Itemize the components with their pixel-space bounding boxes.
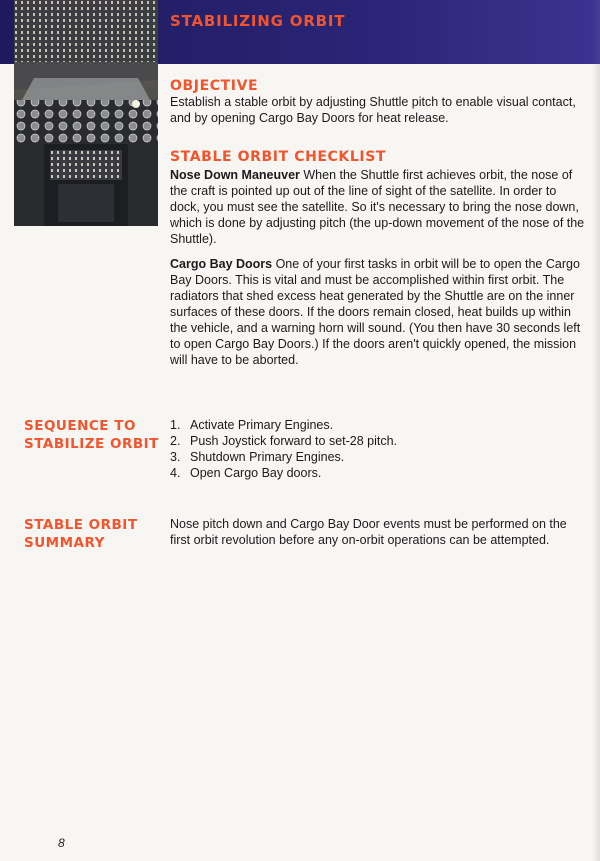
- step-number: 4.: [170, 466, 181, 480]
- step-text: Open Cargo Bay doors.: [190, 466, 322, 480]
- checklist-item-text: When the Shuttle first achieves orbit, the nose of the craft is pointed up out of the line of sight of the satellite. In order to dock, you must see the satellite. So it's necessary to bring the nose down, which is done by adjusting pitch (the up-down movement of the nose of the Shuttle).: [170, 168, 585, 246]
- summary-text: Nose pitch down and Cargo Bay Door events must be performed on the first orbit revolution before any on-orbit operations can be attempted.: [170, 517, 567, 547]
- summary-heading: STABLE ORBIT SUMMARY: [24, 517, 138, 551]
- checklist-item-text: One of your first tasks in orbit will be to open the Cargo Bay Doors. This is vital and must be accomplished within first orbit. The radiators that shed excess heat generated by the Shuttle are on the inner surfaces of these doors. If the doors remain closed, heat builds up within the vehicle, and a warning horn will sound. (You then have 30 seconds left to open Cargo Bay Doors.) If the doors aren't quickly opened, the mission will have to be aborted.: [170, 257, 581, 367]
- checklist-item-title: Nose Down Maneuver: [170, 168, 300, 182]
- objective-section: [170, 78, 580, 126]
- step-text: Push Joystick forward to set-28 pitch.: [190, 434, 398, 448]
- list-item: [170, 465, 570, 481]
- step-number: 1.: [170, 418, 181, 432]
- step-number: 3.: [170, 450, 181, 464]
- list-item: [170, 449, 570, 465]
- sequence-list: [170, 417, 570, 481]
- cockpit-photo: [14, 0, 158, 226]
- step-text: Activate Primary Engines.: [190, 418, 334, 432]
- sequence-heading: SEQUENCE TO STABILIZE ORBIT: [24, 418, 159, 452]
- objective-text: Establish a stable orbit by adjusting Shuttle pitch to enable visual contact, and by opening Cargo Bay Doors for heat release.: [170, 95, 576, 125]
- list-item: [170, 417, 570, 433]
- page-number: 8: [58, 836, 65, 850]
- checklist-item-nose-down: [170, 167, 585, 247]
- page-edge-shadow: [592, 0, 600, 861]
- page-title: STABILIZING ORBIT: [170, 12, 346, 30]
- list-item: [170, 433, 570, 449]
- checklist-item-cargo-bay: [170, 256, 585, 368]
- step-text: Shutdown Primary Engines.: [190, 450, 345, 464]
- objective-heading: OBJECTIVE: [170, 78, 259, 94]
- step-number: 2.: [170, 434, 181, 448]
- checklist-section: [170, 149, 585, 368]
- checklist-heading: STABLE ORBIT CHECKLIST: [170, 149, 387, 165]
- checklist-item-title: Cargo Bay Doors: [170, 257, 273, 271]
